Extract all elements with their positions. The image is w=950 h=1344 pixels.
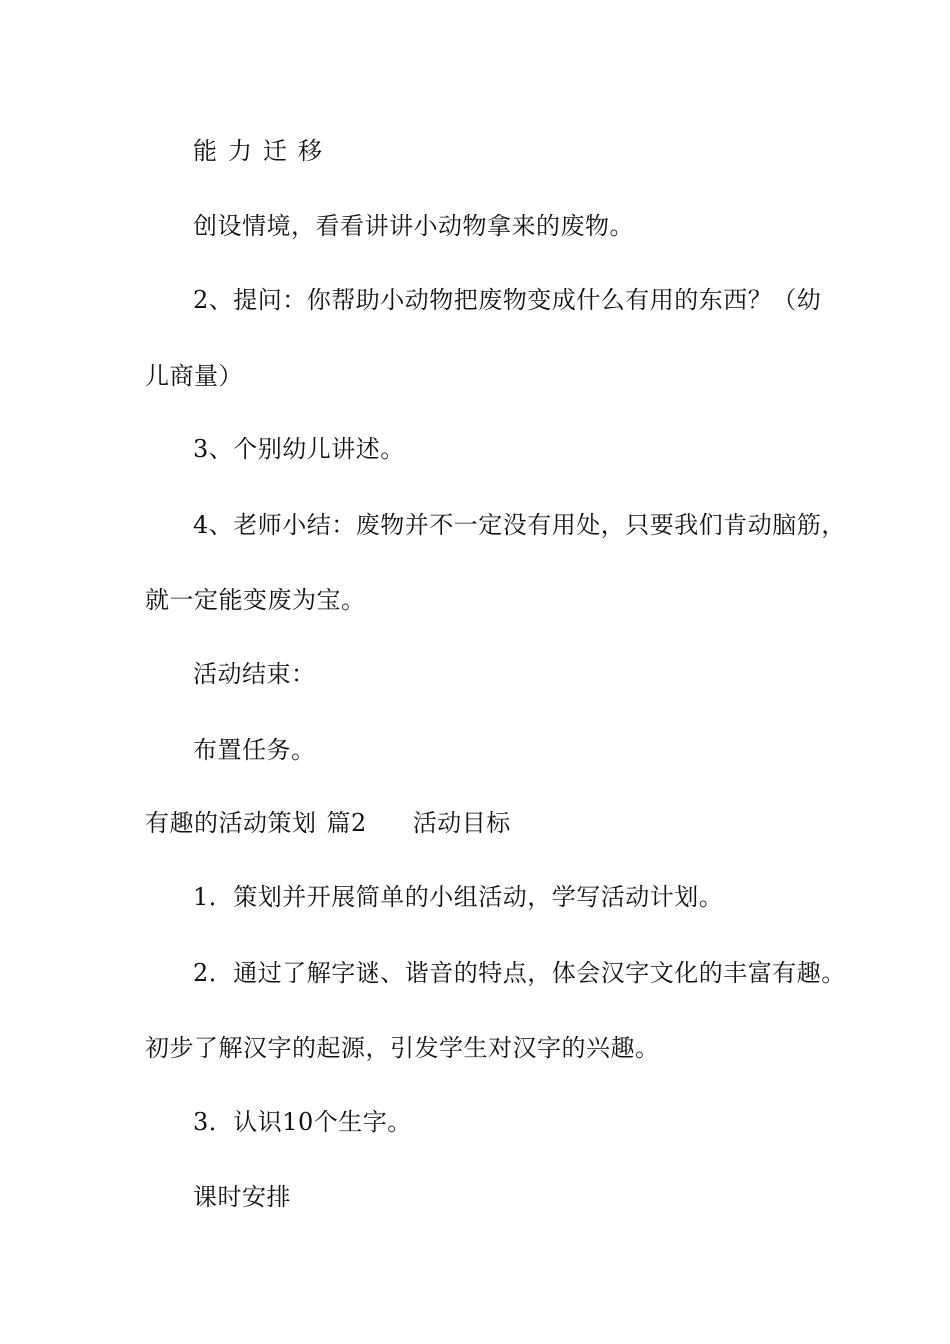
- goal-item-continuation: 初步了解汉字的起源，引发学生对汉字的兴趣。: [145, 1034, 660, 1062]
- section-title: 有趣的活动策划: [145, 809, 317, 837]
- section-heading: [145, 808, 511, 838]
- goal-item: 1．策划并开展简单的小组活动，学写活动计划。: [193, 883, 724, 911]
- paragraph: 3、个别幼儿讲述。: [193, 435, 405, 463]
- section-number: 篇2: [326, 809, 367, 837]
- paragraph: 布置任务。: [193, 736, 316, 764]
- goal-item: 2．通过了解字谜、谐音的特点，体会汉字文化的丰富有趣。: [193, 959, 846, 987]
- paragraph: 活动结束：: [193, 660, 316, 688]
- heading-ability-transfer: 能力迁移: [193, 137, 333, 165]
- section-subtitle: 活动目标: [412, 809, 511, 837]
- paragraph-continuation: 就一定能变废为宝。: [145, 586, 366, 614]
- paragraph: 创设情境，看看讲讲小动物拿来的废物。: [193, 212, 634, 240]
- paragraph: 2、提问：你帮助小动物把废物变成什么有用的东西？（幼: [193, 286, 822, 314]
- paragraph-continuation: 儿商量）: [145, 362, 243, 390]
- paragraph: 4、老师小结：废物并不一定没有用处，只要我们肯动脑筋，: [193, 511, 846, 539]
- schedule-heading: 课时安排: [193, 1183, 291, 1211]
- goal-item: 3．认识10个生字。: [193, 1108, 412, 1136]
